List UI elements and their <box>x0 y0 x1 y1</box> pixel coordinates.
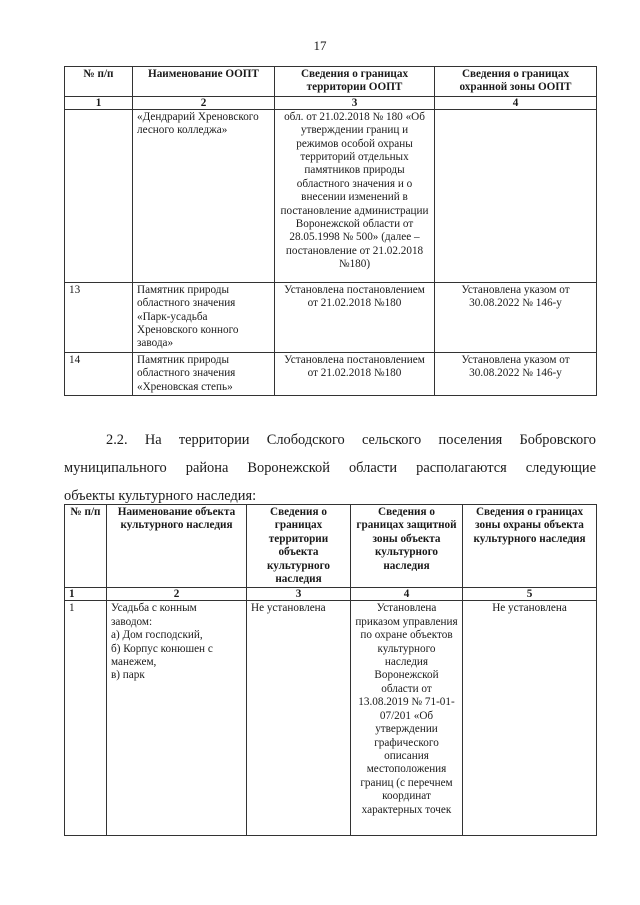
heritage-name-line: Усадьба с конным <box>111 602 197 615</box>
zone-info <box>435 109 597 282</box>
heritage-name-line: а) Дом господский, <box>111 629 203 642</box>
column-number: 4 <box>351 588 463 601</box>
page-number: 17 <box>313 38 327 53</box>
header-cell: № п/п <box>65 67 133 97</box>
area-name: «Дендрарий Хреновского лесного колледжа» <box>133 109 275 282</box>
row-number: 13 <box>65 282 133 352</box>
header-cell: № п/п <box>65 505 107 588</box>
table-header-row <box>65 505 597 588</box>
table-row <box>65 601 597 836</box>
cultural-heritage-table <box>64 504 597 836</box>
table-row <box>65 109 597 282</box>
zone-info: Установлена указом от 30.08.2022 № 146-у <box>435 352 597 395</box>
heritage-name <box>107 601 247 836</box>
protected-areas-table <box>64 66 597 396</box>
header-cell: Сведения о границах защитной зоны объекта культурного наследия <box>351 505 463 588</box>
column-number: 1 <box>65 96 133 109</box>
territory-info: Установлена постановлением от 21.02.2018 №180 <box>275 352 435 395</box>
paragraph-line: объекты культурного наследия: <box>64 488 257 504</box>
table-row <box>65 282 597 352</box>
header-cell: Сведения о границах территории ООПТ <box>275 67 435 97</box>
heritage-name-line: б) Корпус конюшен с <box>111 642 213 655</box>
header-cell: Сведения о границах охранной зоны ООПТ <box>435 67 597 97</box>
protective-zone-info: Установлена приказом управления по охране объектов культурного наследия Воронежской области от 13.08.2019 № 71-01-07/201 «Об утверждении графического описания местоположения границ (с перечнем координат характерных точек <box>351 601 463 836</box>
area-name: Памятник природы областного значения «Хреновская степь» <box>133 352 275 395</box>
column-number: 3 <box>247 588 351 601</box>
table-header-row <box>65 67 597 97</box>
heritage-name-line: заводом: <box>111 615 153 628</box>
paragraph-line: 2.2. На территории Слободского сельского поселения Бобровского <box>106 432 596 448</box>
territory-info: обл. от 21.02.2018 № 180 «Об утверждении границ и режимов особой охраны территорий отдельных памятников природы областного значения и о внесении изменений в постановление администрации Воронежской области от 28.05.1998 № 500» (далее – постановление от 21.02.2018 №180) <box>275 109 435 282</box>
zone-info: Установлена указом от 30.08.2022 № 146-у <box>435 282 597 352</box>
row-number: 14 <box>65 352 133 395</box>
column-number: 5 <box>463 588 597 601</box>
paragraph-line: муниципального района Воронежской области располагаются следующие <box>64 460 596 476</box>
column-number: 1 <box>65 588 107 601</box>
column-number: 3 <box>275 96 435 109</box>
protection-zone-info: Не установлена <box>463 601 597 836</box>
column-number: 4 <box>435 96 597 109</box>
column-number: 2 <box>133 96 275 109</box>
heritage-name-line: в) парк <box>111 669 145 682</box>
column-number: 2 <box>107 588 247 601</box>
table-row <box>65 352 597 395</box>
column-number-row <box>65 96 597 109</box>
heritage-name-line: манежем, <box>111 656 157 669</box>
column-number-row <box>65 588 597 601</box>
header-cell: Сведения о границах зоны охраны объекта культурного наследия <box>463 505 597 588</box>
row-number <box>65 109 133 282</box>
area-name: Памятник природы областного значения «Парк-усадьба Хреновского конного завода» <box>133 282 275 352</box>
header-cell: Наименование объекта культурного наследия <box>107 505 247 588</box>
section-paragraph <box>64 426 596 510</box>
header-cell: Сведения о границах территории объекта культурного наследия <box>247 505 351 588</box>
territory-info: Не установлена <box>247 601 351 836</box>
header-cell: Наименование ООПТ <box>133 67 275 97</box>
territory-info: Установлена постановлением от 21.02.2018 №180 <box>275 282 435 352</box>
row-number: 1 <box>65 601 107 836</box>
